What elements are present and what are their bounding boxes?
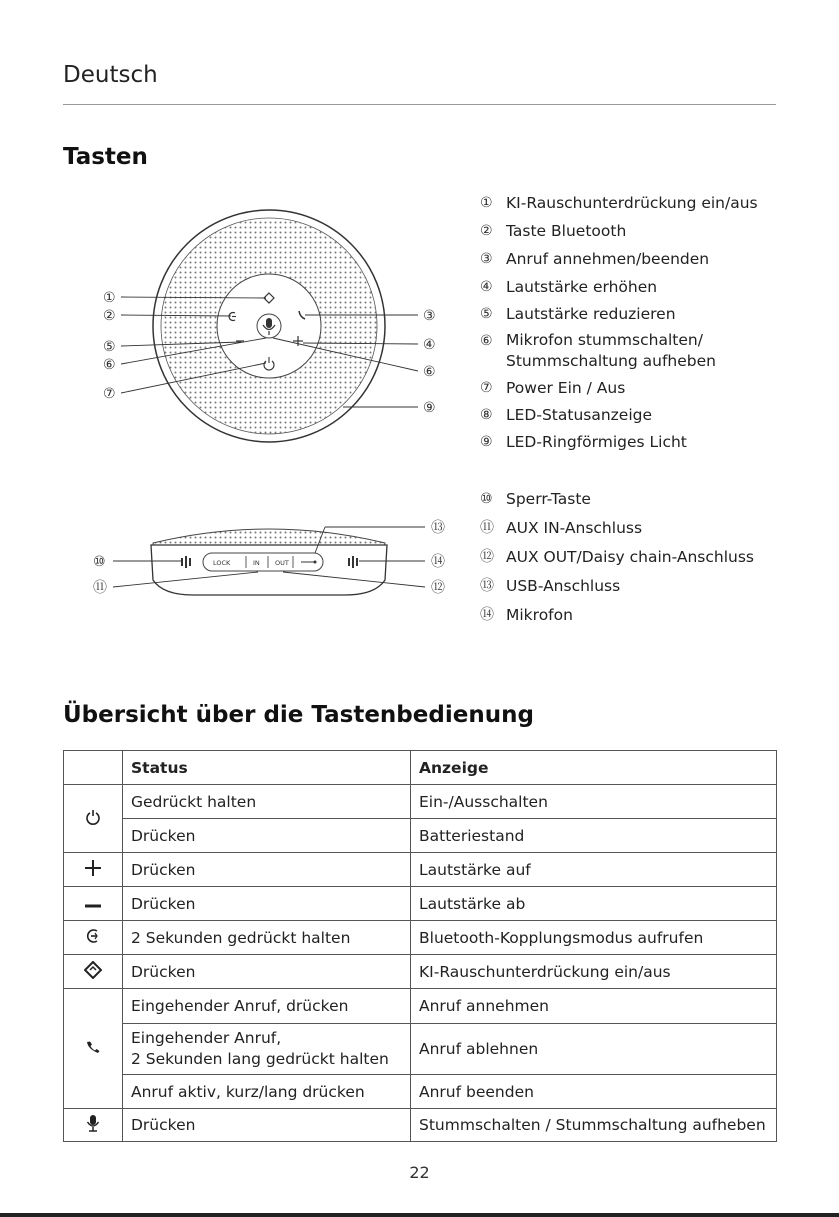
legend-item: ⑩ Sperr-Taste <box>480 490 591 508</box>
table-header-row <box>64 751 777 785</box>
callout-13: ⑬ <box>431 520 445 536</box>
callout-14: ⑭ <box>431 554 445 570</box>
callout-9: ⑨ <box>423 400 436 416</box>
legend-item: ① KI-Rauschunterdrückung ein/aus <box>480 194 758 212</box>
table-row: Gedrückt halten Ein-/Ausschalten <box>64 785 777 819</box>
table-row: Drücken Batteriestand <box>64 819 777 853</box>
table-row: Eingehender Anruf, 2 Sekunden lang gedrückt halten Anruf ablehnen <box>64 1024 777 1075</box>
bluetooth-icon <box>64 921 123 955</box>
port-label-lock: LOCK <box>213 559 231 567</box>
legend-item: ④ Lautstärke erhöhen <box>480 278 658 296</box>
callout-6-left: ⑥ <box>103 357 116 373</box>
power-icon <box>64 785 123 853</box>
callout-10: ⑩ <box>93 554 106 570</box>
callout-7: ⑦ <box>103 386 116 402</box>
table-row: 2 Sekunden gedrückt halten Bluetooth-Kopplungsmodus aufrufen <box>64 921 777 955</box>
speaker-diagram <box>63 185 463 610</box>
table-row: Drücken Lautstärke auf <box>64 853 777 887</box>
legend-item: ③ Anruf annehmen/beenden <box>480 250 710 268</box>
legend-item: ⑬ USB-Anschluss <box>480 577 621 595</box>
table-row: Drücken Stummschalten / Stummschaltung aufheben <box>64 1109 777 1142</box>
table-header-display: Anzeige <box>411 751 777 785</box>
callout-4: ④ <box>423 337 436 353</box>
legend-item: ⑫ AUX OUT/Daisy chain-Anschluss <box>480 548 754 566</box>
port-label-out: OUT <box>275 559 289 567</box>
port-label-in: IN <box>253 559 260 567</box>
section-title-buttons: Tasten <box>63 144 148 170</box>
table-header-status: Status <box>123 751 411 785</box>
legend-item: ⑨ LED-Ringförmiges Licht <box>480 433 687 451</box>
noise-cancel-icon <box>64 955 123 989</box>
button-operation-table <box>63 750 777 1142</box>
legend-item: ⑦ Power Ein / Aus <box>480 379 626 397</box>
callout-12: ⑫ <box>431 580 445 596</box>
legend-item: ⑭ Mikrofon <box>480 606 573 624</box>
callout-11: ⑪ <box>93 580 107 596</box>
table-row: Anruf aktiv, kurz/lang drücken Anruf beenden <box>64 1075 777 1109</box>
plus-icon <box>64 853 123 887</box>
page-number: 22 <box>409 1163 430 1182</box>
table-row: Drücken KI-Rauschunterdrückung ein/aus <box>64 955 777 989</box>
phone-icon <box>64 989 123 1109</box>
table-row: Eingehender Anruf, drücken Anruf annehmen <box>64 989 777 1024</box>
legend-item: ② Taste Bluetooth <box>480 222 627 240</box>
legend-item: ⑤ Lautstärke reduzieren <box>480 305 676 323</box>
speaker-side-view <box>93 520 445 596</box>
mic-icon <box>64 1109 123 1142</box>
speaker-top-view <box>103 210 436 442</box>
speaker-diagram-svg <box>63 185 463 610</box>
table-header-icon <box>64 751 123 785</box>
callout-1: ① <box>103 290 116 306</box>
callout-5: ⑤ <box>103 339 116 355</box>
callout-2: ② <box>103 308 116 324</box>
language-heading: Deutsch <box>63 62 158 88</box>
section-title-overview: Übersicht über die Tastenbedienung <box>63 702 534 728</box>
legend-item: ⑥ Mikrofon stummschalten/ Stummschaltung aufheben <box>480 331 716 370</box>
legend-item: ⑪ AUX IN-Anschluss <box>480 519 643 537</box>
minus-icon <box>64 887 123 921</box>
header-divider <box>63 104 776 105</box>
bottom-border <box>0 1213 839 1217</box>
callout-8: ⑥ <box>423 364 436 380</box>
legend-item: ⑧ LED-Statusanzeige <box>480 406 653 424</box>
callout-3: ③ <box>423 308 436 324</box>
table-row: Drücken Lautstärke ab <box>64 887 777 921</box>
